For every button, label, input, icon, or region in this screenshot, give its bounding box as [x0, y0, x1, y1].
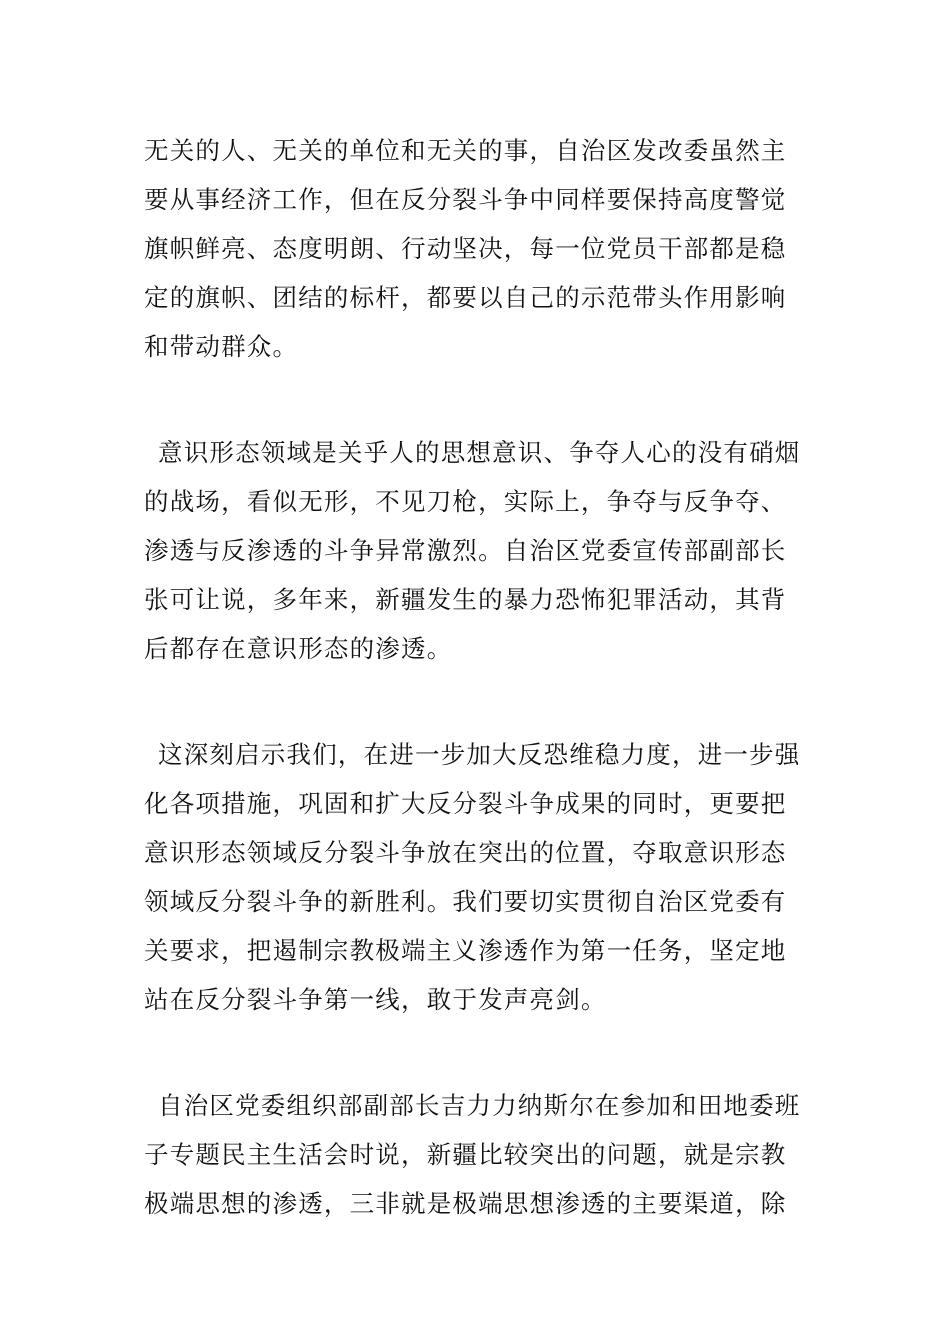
text-line: 无关的人、无关的单位和无关的事，自治区发改委虽然主 — [144, 136, 787, 165]
text-line: 后都存在意识形态的渗透。 — [144, 634, 453, 663]
text-line: 领域反分裂斗争的新胜利。我们要切实贯彻自治区党委有 — [144, 887, 787, 916]
text-line: 站在反分裂斗争第一线，敢于发声亮剑。 — [144, 985, 607, 1014]
text-line: 渗透与反渗透的斗争异常激烈。自治区党委宣传部副部长 — [144, 536, 787, 565]
paragraph-2 — [144, 428, 808, 673]
text-line: 子专题民主生活会时说，新疆比较突出的问题，就是宗教 — [144, 1140, 787, 1169]
text-line: 自治区党委组织部副部长吉力力纳斯尔在参加和田地委班 — [158, 1091, 801, 1120]
paragraph-1 — [144, 126, 808, 371]
text-line: 这深刻启示我们，在进一步加大反恐维稳力度，进一步强 — [158, 740, 801, 769]
text-line: 旗帜鲜亮、态度明朗、行动坚决，每一位党员干部都是稳 — [144, 234, 787, 263]
text-line: 关要求，把遏制宗教极端主义渗透作为第一任务，坚定地 — [144, 936, 787, 965]
body-text — [144, 126, 808, 1228]
text-line: 化各项措施，巩固和扩大反分裂斗争成果的同时，更要把 — [144, 789, 787, 818]
text-line: 要从事经济工作，但在反分裂斗争中同样要保持高度警觉 — [144, 185, 787, 214]
text-line: 极端思想的渗透，三非就是极端思想渗透的主要渠道，除 — [144, 1189, 787, 1218]
text-line: 张可让说，多年来，新疆发生的暴力恐怖犯罪活动，其背 — [144, 585, 787, 614]
text-line: 和带动群众。 — [144, 332, 299, 361]
text-line: 意识形态领域反分裂斗争放在突出的位置，夺取意识形态 — [144, 838, 787, 867]
paragraph-3 — [144, 730, 808, 1024]
paragraph-4 — [144, 1081, 808, 1228]
text-line: 的战场，看似无形，不见刀枪，实际上，争夺与反争夺、 — [144, 487, 787, 516]
text-line: 定的旗帜、团结的标杆，都要以自己的示范带头作用影响 — [144, 283, 787, 312]
text-line: 意识形态领域是关乎人的思想意识、争夺人心的没有硝烟 — [158, 438, 801, 467]
